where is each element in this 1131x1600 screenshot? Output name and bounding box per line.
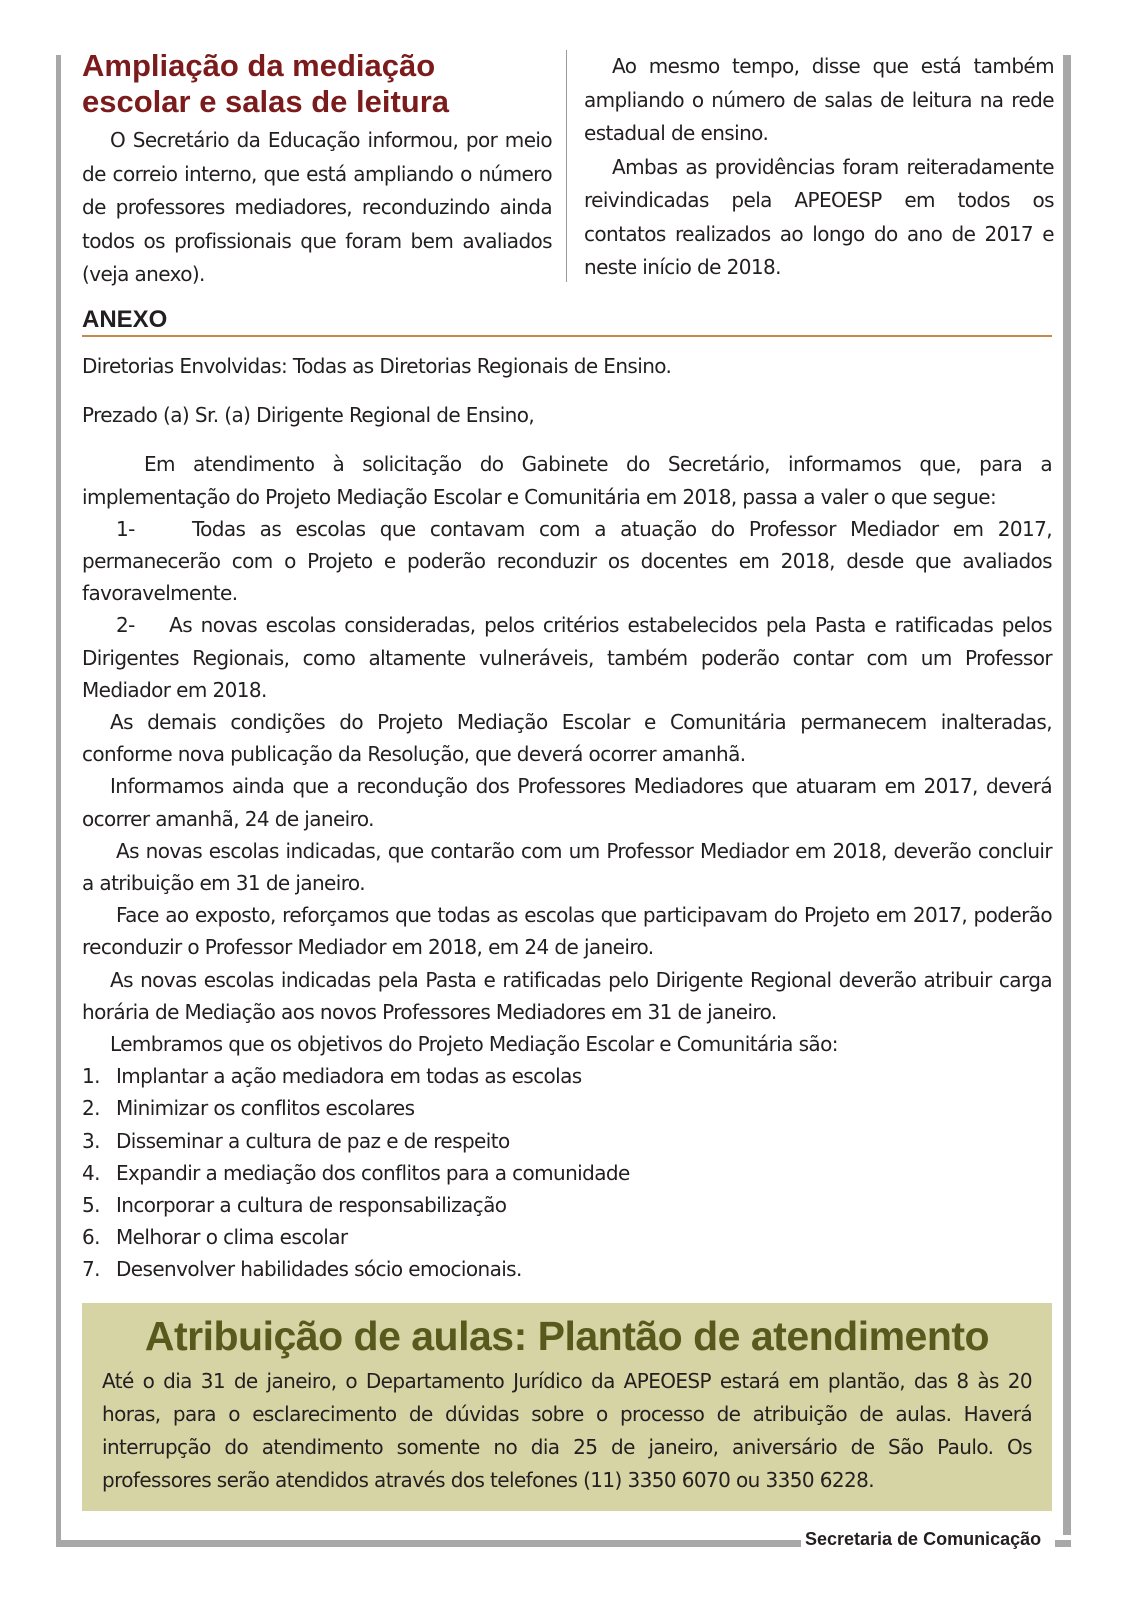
anexo-diretorias: Diretorias Envolvidas: Todas as Diretorias Regionais de Ensino. — [82, 354, 672, 378]
notice-title: Atribuição de aulas: Plantão de atendimento — [144, 1313, 990, 1359]
anexo-item-2: 2- As novas escolas consideradas, pelos critérios estabelecidos pela Pasta e ratificadas pelos Dirigentes Regionais, como altamente vulneráveis, também poderão contar com um Professor Mediador em 2018. — [82, 613, 1058, 702]
footer-label: Secretaria de Comunicação — [805, 1529, 1042, 1549]
anexo-paragraph-2: Informamos ainda que a recondução dos Professores Mediadores que atuaram em 2017, deverá ocorrer amanhã, 24 de janeiro. — [82, 774, 1052, 831]
list-item-text: Desenvolver habilidades sócio emocionais. — [116, 1257, 522, 1282]
list-item — [82, 1060, 1052, 1092]
anexo-body — [82, 350, 1058, 1286]
column-divider — [566, 50, 567, 282]
article-left-column — [82, 48, 552, 292]
list-item-text: Expandir a mediação dos conflitos para a comunidade — [116, 1160, 630, 1185]
anexo-title: ANEXO — [82, 306, 168, 333]
list-item-number: 7. — [82, 1257, 100, 1282]
list-item-number: 5. — [82, 1193, 100, 1218]
list-item-number: 3. — [82, 1128, 100, 1153]
anexo-intro: Em atendimento à solicitação do Gabinete do Secretário, informamos que, para a implementação do Projeto Mediação Escolar e Comunitária em 2018, passa a valer o que segue: — [82, 452, 1052, 509]
list-item-text: Incorporar a cultura de responsabilização — [116, 1193, 507, 1218]
anexo-paragraph-5: As novas escolas indicadas pela Pasta e ratificadas pelo Dirigente Regional deverão atribuir carga horária de Mediação aos novos Professores Mediadores em 31 de janeiro. — [82, 967, 1052, 1024]
list-item — [82, 1125, 1052, 1157]
article-heading-line-1: Ampliação da mediação — [82, 48, 436, 83]
notice-box — [82, 1303, 1052, 1511]
anexo-paragraph-4: Face ao exposto, reforçamos que todas as escolas que participavam do Projeto em 2017, poderão reconduzir o Professor Mediador em 2018, em 24 de janeiro. — [82, 903, 1052, 960]
list-item-number: 2. — [82, 1096, 100, 1121]
list-item-number: 6. — [82, 1225, 100, 1250]
list-item — [82, 1157, 1052, 1189]
page-frame-left — [56, 55, 61, 1543]
list-item — [82, 1221, 1052, 1253]
anexo-objetivos-intro: Lembramos que os objetivos do Projeto Mediação Escolar e Comunitária são: — [110, 1032, 838, 1057]
objetivos-list — [82, 1060, 1052, 1285]
article-right-column — [584, 50, 1054, 285]
list-item — [82, 1092, 1052, 1124]
list-item-text: Melhorar o clima escolar — [116, 1225, 348, 1250]
article-left-paragraph: O Secretário da Educação informou, por meio de correio interno, que está ampliando o número de professores mediadores, reconduzindo ainda todos os profissionais que foram bem avaliados (veja anexo). — [82, 128, 552, 286]
article-heading — [82, 48, 552, 120]
anexo-item-1: 1- Todas as escolas que contavam com a atuação do Professor Mediador em 2017, permanecerão com o Projeto e poderão reconduzir os docentes em 2018, desde que avaliados favoravelmente. — [82, 516, 1058, 606]
notice-text: Até o dia 31 de janeiro, o Departamento Jurídico da APEOESP estará em plantão, das 8 às 20 horas, para o esclarecimento de dúvidas sobre o processo de atribuição de aulas. Haverá interrupção do atendimento somente no dia 25 de janeiro, aniversário de São Paulo. Os professores serão atendidos através dos telefones (11) 3350 6070 ou 3350 6228. — [102, 1369, 1032, 1492]
article-right-paragraph-1: Ao mesmo tempo, disse que está também ampliando o número de salas de leitura na rede estadual de ensino. — [584, 54, 1054, 145]
anexo-rule — [82, 335, 1052, 337]
list-item-text: Disseminar a cultura de paz e de respeito — [116, 1128, 510, 1153]
list-item-number: 1. — [82, 1064, 100, 1089]
page-frame-bottom — [56, 1540, 801, 1547]
page-frame-bottom-end — [1055, 1540, 1071, 1547]
anexo-salutation: Prezado (a) Sr. (a) Dirigente Regional de Ensino, — [82, 403, 535, 428]
article-heading-line-2: escolar e salas de leitura — [82, 84, 450, 119]
list-item-text: Minimizar os conflitos escolares — [116, 1096, 415, 1121]
page-frame-right — [1063, 55, 1071, 1535]
list-item — [82, 1189, 1052, 1221]
list-item — [82, 1253, 1052, 1285]
anexo-paragraph-1: As demais condições do Projeto Mediação Escolar e Comunitária permanecem inalteradas, conforme nova publicação da Resolução, que deverá ocorrer amanhã. — [82, 710, 1052, 767]
list-item-text: Implantar a ação mediadora em todas as escolas — [116, 1064, 582, 1089]
article-right-paragraph-2: Ambas as providências foram reiteradamente reivindicadas pela APEOESP em todos os contatos realizados ao longo do ano de 2017 e neste início de 2018. — [584, 154, 1054, 279]
list-item-number: 4. — [82, 1160, 100, 1185]
anexo-paragraph-3: As novas escolas indicadas, que contarão com um Professor Mediador em 2018, deverão concluir a atribuição em 31 de janeiro. — [82, 838, 1052, 896]
